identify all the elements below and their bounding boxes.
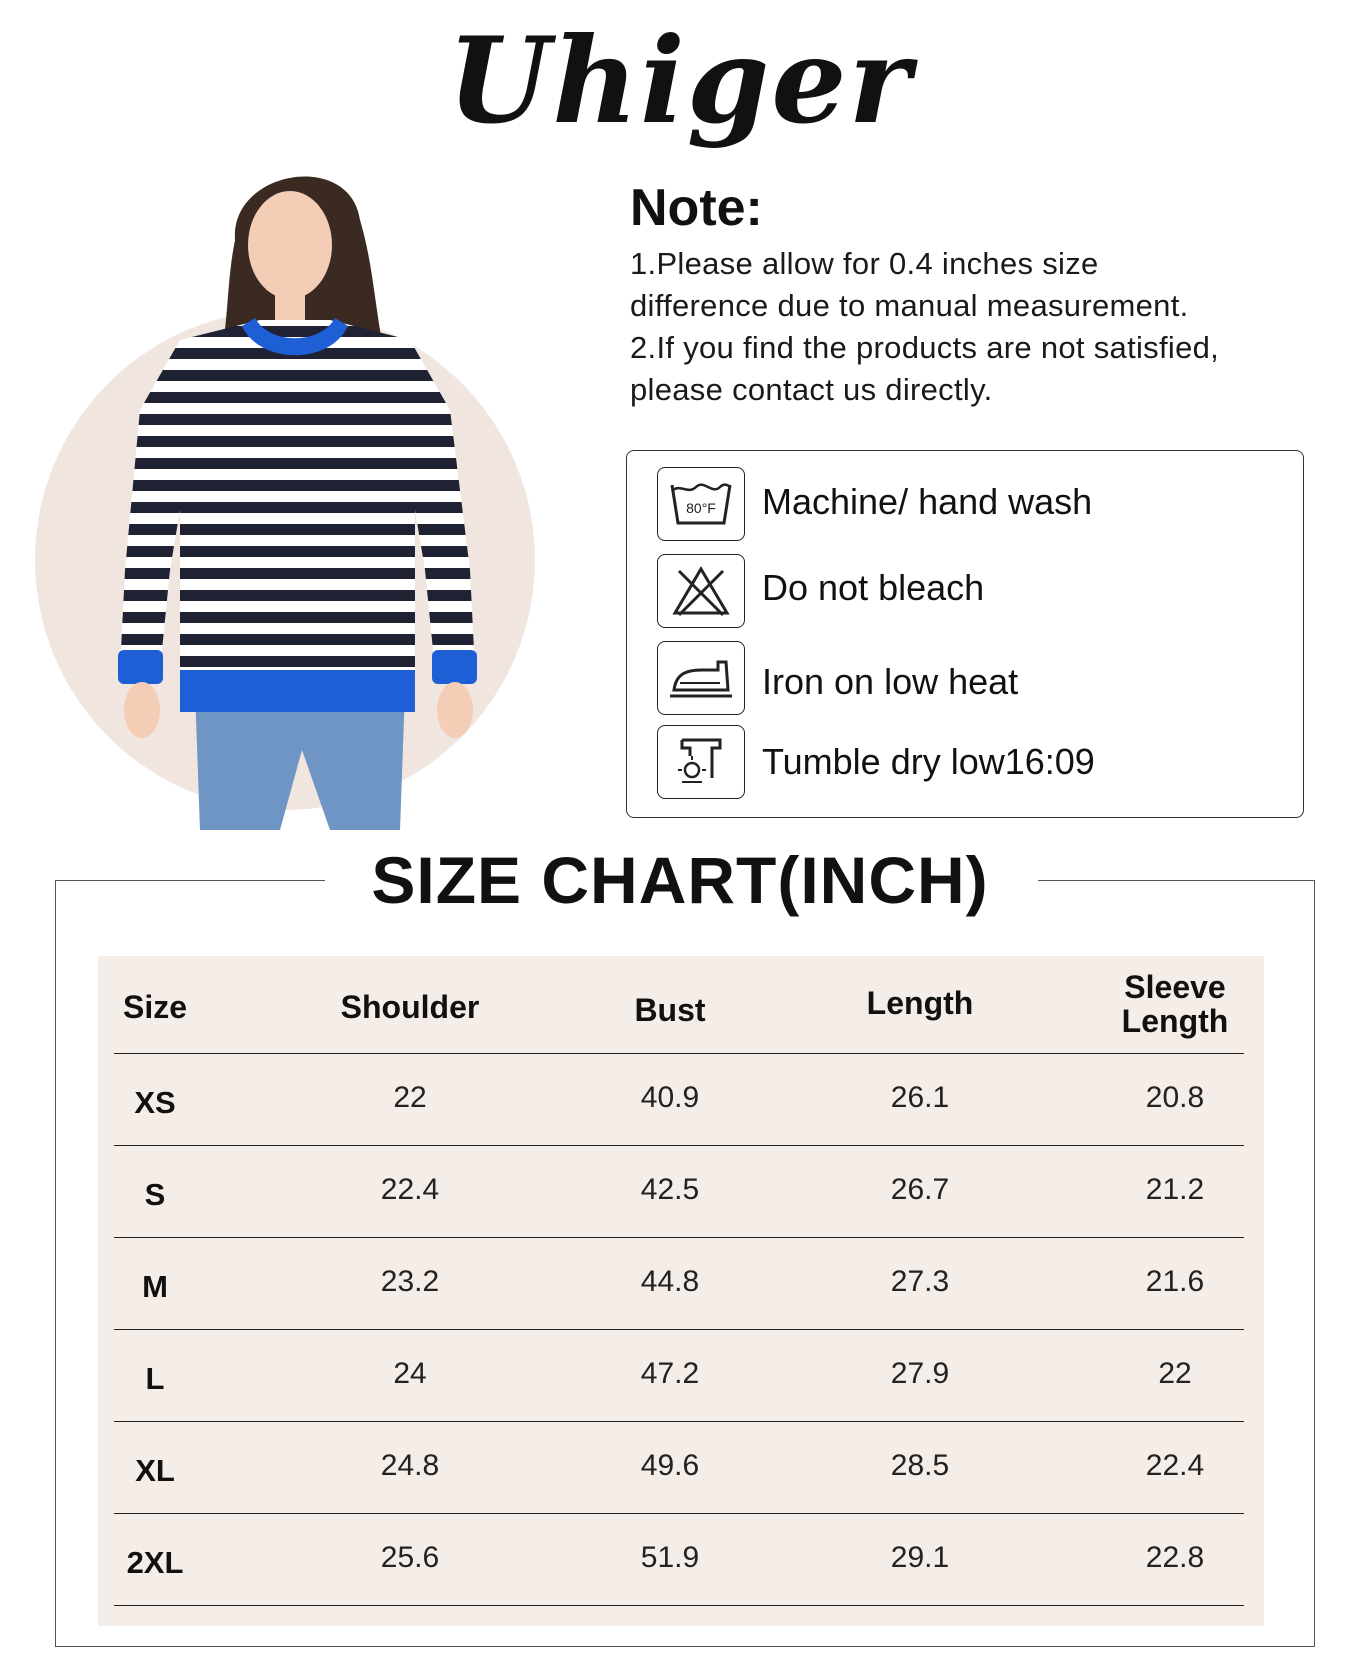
cell-shoulder: 24.8 [380,1449,440,1482]
note-line: 1.Please allow for 0.4 inches size [630,246,1099,281]
cell-shoulder: 22.4 [380,1173,440,1206]
table-divider [114,1513,1244,1514]
cell-size: XS [134,1085,176,1120]
cell-bust: 40.9 [640,1081,700,1114]
iron-low-heat-icon [657,641,745,715]
note-line: please contact us directly. [630,372,993,407]
header-bust: Bust [634,992,706,1028]
table-divider [114,1329,1244,1330]
header-sleeve-line: Length [1121,1003,1229,1039]
cell-sleeve-length: 20.8 [1145,1081,1205,1114]
cell-size: L [145,1361,165,1396]
header-sleeve-line: Sleeve [1124,969,1226,1005]
cell-length: 27.3 [890,1265,950,1298]
product-photo [30,150,550,830]
table-divider [114,1421,1244,1422]
cell-sleeve-length: 22.8 [1145,1541,1205,1574]
care-label-iron: Iron on low heat [762,661,1019,702]
cell-length: 26.7 [890,1173,950,1206]
care-label-bleach: Do not bleach [762,567,985,608]
cell-bust: 49.6 [640,1449,700,1482]
frame-top-right-line [1038,880,1315,881]
care-label-dry: Tumble dry low16:09 [762,741,1095,782]
cell-bust: 51.9 [640,1541,700,1574]
cell-bust: 44.8 [640,1265,700,1298]
cell-shoulder: 23.2 [380,1265,440,1298]
header-shoulder: Shoulder [340,989,480,1025]
header-sleeve-length [1070,970,1280,1038]
cell-size: M [142,1269,168,1304]
table-divider [114,1053,1244,1054]
note-line: 2.If you find the products are not satisfied, [630,330,1220,365]
cell-length: 28.5 [890,1449,950,1482]
cell-shoulder: 24 [393,1357,427,1390]
cell-size: S [144,1177,166,1212]
no-bleach-icon [657,554,745,628]
cell-length: 29.1 [890,1541,950,1574]
cell-length: 26.1 [890,1081,950,1114]
header-size: Size [122,989,188,1025]
table-divider [114,1145,1244,1146]
cell-bust: 47.2 [640,1357,700,1390]
cell-size: 2XL [126,1545,184,1580]
cell-bust: 42.5 [640,1173,700,1206]
header-length: Length [866,985,974,1021]
care-label-wash: Machine/ hand wash [762,481,1093,522]
model-illustration [30,150,550,830]
svg-text:80°F: 80°F [686,500,716,516]
tumble-dry-low-icon [657,725,745,799]
cell-sleeve-length: 22 [1158,1357,1192,1390]
table-divider [114,1605,1244,1606]
cell-sleeve-length: 22.4 [1145,1449,1205,1482]
note-title: Note: [630,179,763,237]
note-line: difference due to manual measurement. [630,288,1189,323]
cell-length: 27.9 [890,1357,950,1390]
cell-shoulder: 25.6 [380,1541,440,1574]
cell-size: XL [135,1453,175,1488]
cell-sleeve-length: 21.2 [1145,1173,1205,1206]
frame-top-left-line [55,880,325,881]
machine-wash-icon [657,467,745,541]
cell-shoulder: 22 [393,1081,427,1114]
care-instructions-box [626,450,1304,818]
cell-sleeve-length: 21.6 [1145,1265,1205,1298]
table-divider [114,1237,1244,1238]
size-chart-title: SIZE CHART(INCH) [330,845,1030,915]
brand-logo: Uhiger [447,11,913,150]
